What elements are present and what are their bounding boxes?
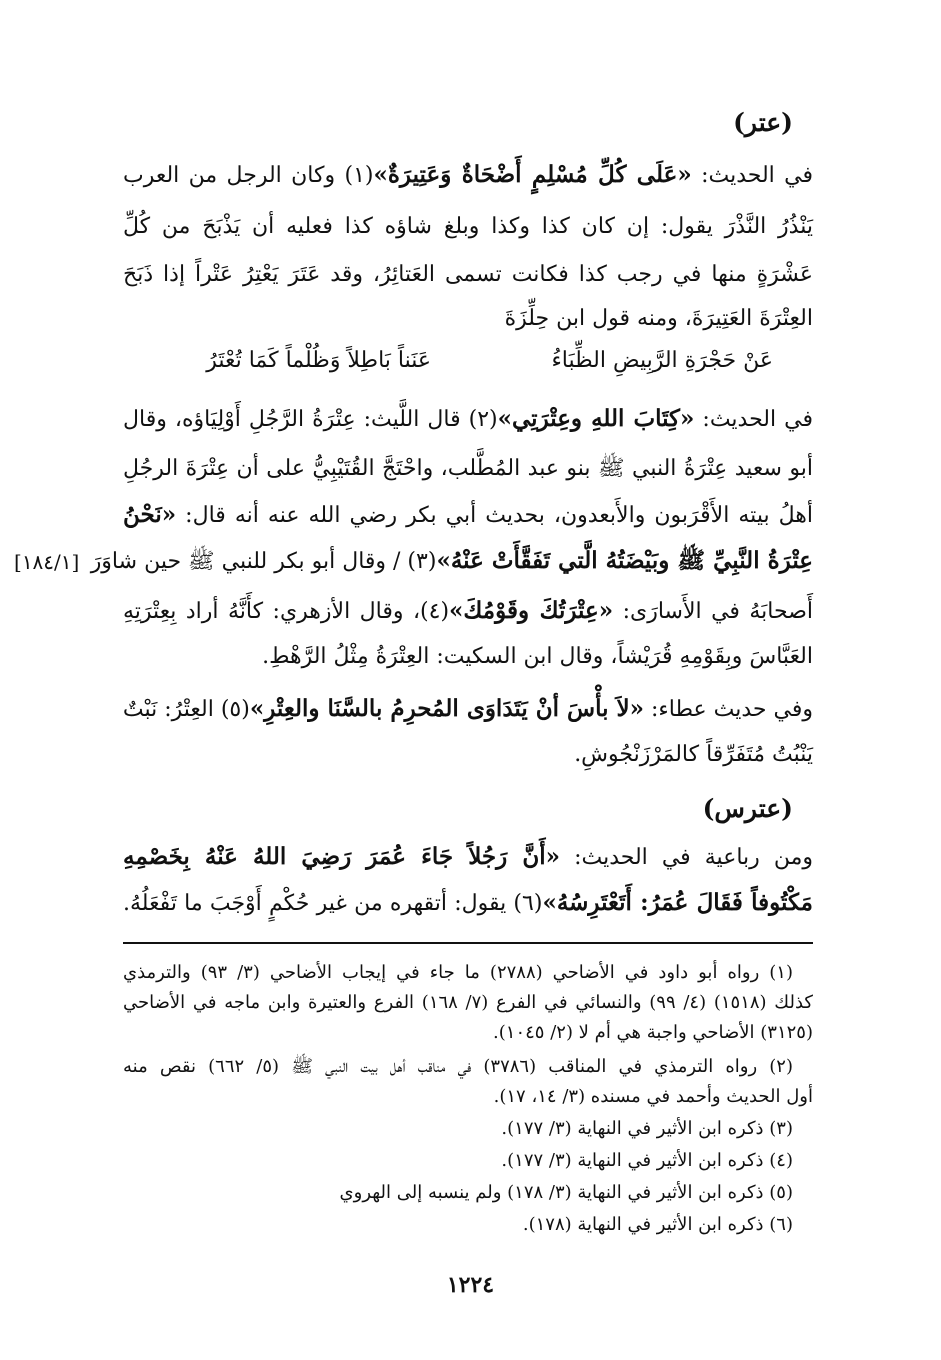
text-line: وفي حديث عطاء: «لاَ بأْسَ أنْ يَتَدَاوَى المُحرِمُ بالسَّنَا والعِتْرِ»(٥) العِتْرُ: نَبْتٌ — [122, 695, 813, 722]
text-line: العَبَّاسَ وبِقَوْمِهِ قُرَيْشاً، وقال ابن السكيت: العِتْرَةُ مِثْلُ الرَّهْطِ. — [262, 644, 813, 669]
text-line: ومن رباعية في الحديث: «أَنَّ رَجُلاً جَاءَ عُمَرَ رَضِيَ اللهُ عَنْهُ بِخَصْمِهِ — [123, 843, 813, 870]
hadith-quote: «عَلَى كُلِّ مُسْلِمٍ أَضْحَاةٌ وَعَتِيرَةٌ» — [373, 161, 692, 188]
text-line: العِتْرَةَ العَتِيرَةَ، ومنه قول ابن حِلِّزَةَ — [504, 306, 813, 331]
verse-second-hemistich: عَنْ حَجْرَةِ الرَّبِيضِ الظِّبَاءُ — [551, 348, 773, 373]
hadith-quote: مَكْتُوفاً فَقَالَ عُمَرُ: أَتَعْتَرِسُهُ» — [542, 889, 813, 916]
page-number: ١٢٢٤ — [446, 1272, 495, 1298]
hadith-quote: «لاَ بأْسَ أنْ يَتَدَاوَى المُحرِمُ بالسَّنَا والعِتْرِ» — [249, 695, 645, 722]
footnote-line: أول الحديث وأحمد في مسنده (٣/ ١٤، ١٧). — [493, 1086, 813, 1107]
footnote-line: (٦) ذكره ابن الأثير في النهاية (١٧٨). — [522, 1214, 793, 1235]
footnote-line: كذلك (١٥١٨) (٤/ ٩٩) والنسائي في الفرع (٧/ ١٦٨) الفرع والعتيرة وابن ماجه في الأضاحي — [123, 992, 813, 1013]
hadith-quote: «كِتَابَ اللهِ وعِتْرَتِي» — [497, 405, 695, 432]
hadith-quote: «أَنَّ رَجُلاً جَاءَ عُمَرَ رَضِيَ اللهُ عَنْهُ بِخَصْمِهِ — [123, 843, 560, 870]
text-line: يَنْذُرُ النَّذْرَ يقول: إن كان كذا وكذا وبلغ شاؤه كذا فعليه أن يَذْبَحَ من كُلِّ — [123, 214, 813, 239]
hadith-quote: «عِتْرَتُكَ وقَوْمُكَ» — [449, 597, 614, 624]
text-line: في الحديث: «عَلَى كُلِّ مُسْلِمٍ أَضْحَاةٌ وَعَتِيرَةٌ»(١) وكان الرجل من العرب — [123, 161, 814, 188]
verse-first-hemistich: عَنَناً بَاطِلاً وَظُلْماً كَمَا تُعْتَرُ — [206, 348, 431, 373]
footnote-separator — [123, 942, 813, 944]
text-line: عَشْرَةٍ منها في رجب كذا فكانت تسمى العَتائِرُ، وقد عَتَرَ يَعْتِرُ عَتْراً إذا ذَبَحَ — [123, 262, 813, 287]
footnote-line: (١) رواه أبو داود في الأضاحي (٢٧٨٨) ما جاء في إيجاب الأضاحي (٣/ ٩٣) والترمذي — [123, 962, 793, 983]
entry-heading-itr: (عتر) — [733, 108, 793, 137]
entry-heading-itris: (عترس) — [702, 794, 793, 823]
text-line: أَصحابَهُ في الأَسارَى: «عِتْرَتُكَ وقَوْمُكَ»(٤)، وقال الأزهري: كأَنَّهُ أراد بِعِتْرَتِهِ — [123, 597, 813, 624]
hadith-quote: عِتْرَةُ النَّبِيِّ ﷺ وبَيْضَتُهُ الَّتي تَفَقَّأَتْ عَنْهُ» — [436, 547, 813, 574]
text-line: أهلُ بيته الأَقْرَبون والأَبعدون، بحديث أبي بكر رضي الله عنه أنه قال: «نَحْنُ — [123, 501, 813, 528]
footnote-line: (٤) ذكره ابن الأثير في النهاية (٣/ ١٧٧). — [501, 1150, 793, 1171]
footnote-line: (٥) ذكره ابن الأثير في النهاية (٣/ ١٧٨) ولم ينسبه إلى الهروي — [339, 1182, 793, 1203]
margin-volume-marker: [١٨٤/١] — [14, 550, 80, 574]
text-line: يَنْبُتُ مُتَفَرِّقاً كالمَرْزَنْجُوشِ. — [574, 742, 813, 767]
text-line: عِتْرَةُ النَّبِيِّ ﷺ وبَيْضَتُهُ الَّتي تَفَقَّأَتْ عَنْهُ»(٣) / وقال أبو بكر للنبي ﷺ حين شاوَرَ — [90, 547, 813, 574]
text-line: في الحديث: «كِتَابَ اللهِ وعِتْرَتِي»(٢) قال اللَّيث: عِتْرَةُ الرَّجُلِ أَوْلِيَاؤه، وقال — [123, 405, 813, 432]
footnote-line: (٣) ذكره ابن الأثير في النهاية (٣/ ١٧٧). — [501, 1118, 793, 1139]
text-line: مَكْتُوفاً فَقَالَ عُمَرُ: أَتَعْتَرِسُهُ»(٦) يقول: أتقهره من غير حُكْمٍ أَوْجَبَ ما تَفْعَلُهُ. — [123, 889, 813, 916]
hadith-quote: «نَحْنُ — [123, 501, 177, 528]
footnote-line: (٣١٢٥) الأضاحي واجبة هي أم لا (٢/ ١٠٤٥). — [493, 1022, 813, 1043]
text-line: أبو سعيد عِتْرَةُ النبي ﷺ بنو عبد المُطَّلب، واحْتَجَّ القُتَيْبِيُّ على أن عِتْرَةَ الرجُلِ — [123, 456, 813, 481]
footnote-line: (٢) رواه الترمذي في المناقب (٣٧٨٦) في مناقب أهل بيت النبي ﷺ (٥/ ٦٦٢) نقص منه — [123, 1056, 793, 1077]
